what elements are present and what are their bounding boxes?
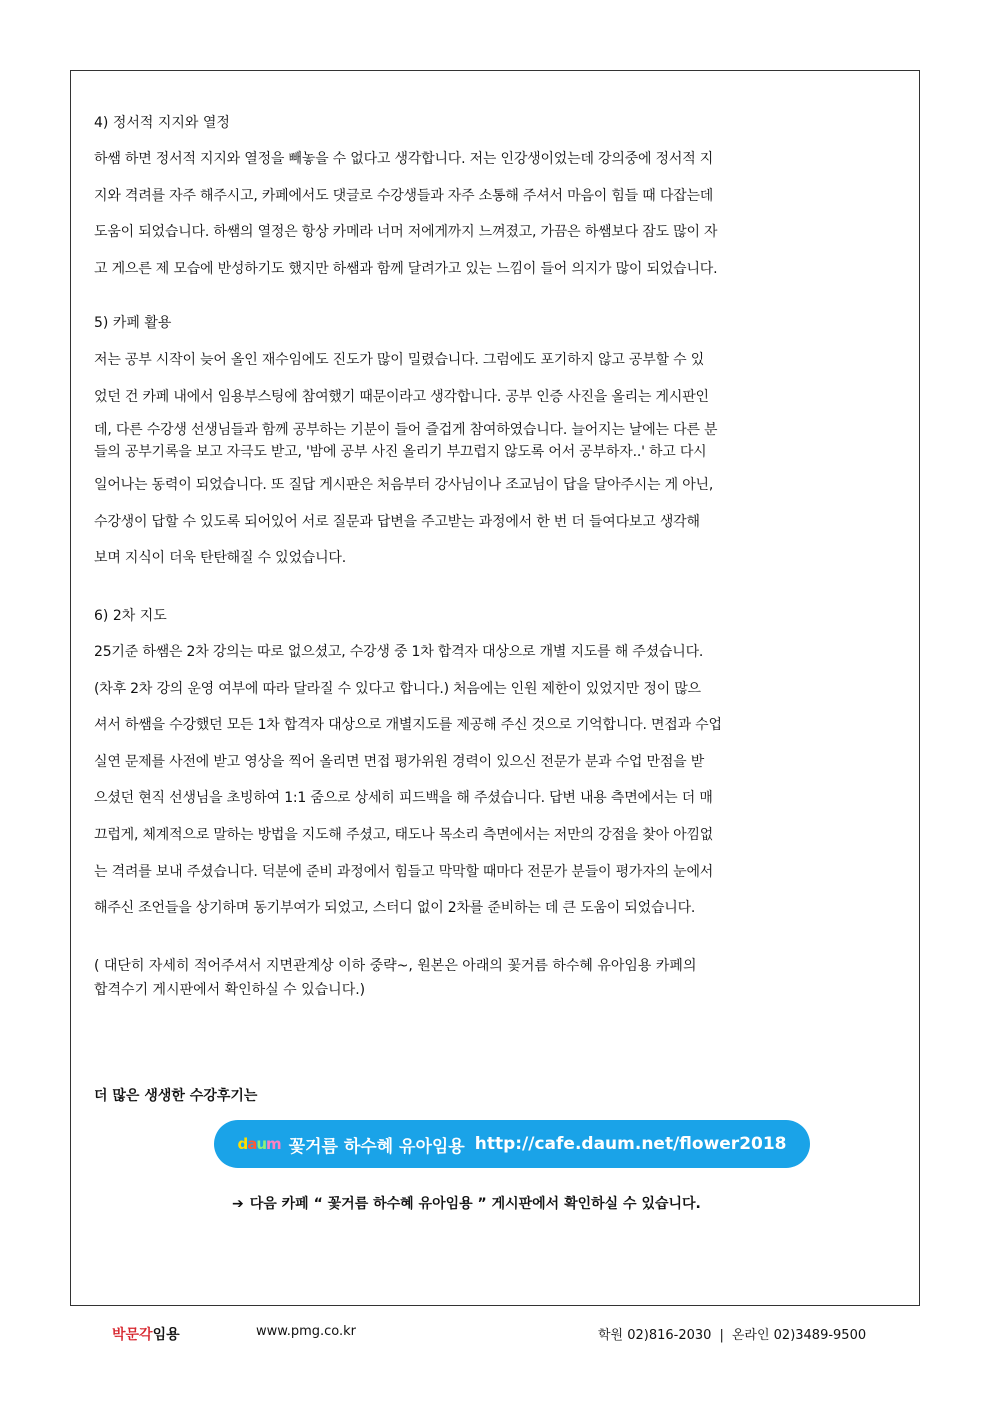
body-line: 25기준 하쌤은 2차 강의는 따로 없으셨고, 수강생 중 1차 합격자 대상으로 개별 지도를 해 주셨습니다.: [94, 644, 704, 660]
banner-url[interactable]: http://cafe.daum.net/flower2018: [474, 1134, 787, 1154]
body-line: 보며 지식이 더욱 탄탄해질 수 있었습니다.: [94, 550, 347, 567]
cafe-instruction: [232, 1193, 701, 1213]
footer-logo: [112, 1324, 180, 1344]
section-body: [94, 634, 854, 927]
section-cafe-usage: [94, 313, 854, 577]
body-line: 수강생이 답할 수 있도록 되어있어 서로 질문과 답변을 주고받는 과정에서 한 번 더 들여다보고 생각해: [94, 513, 700, 530]
body-line: 었던 건 카페 내에서 임용부스팅에 참여했기 때문이라고 생각합니다. 공부 인증 사진을 올리는 게시판인: [94, 388, 709, 405]
body-line: 고 게으른 제 모습에 반성하기도 했지만 하쌤과 함께 달려가고 있는 느낌이 들어 의지가 많이 되었습니다.: [94, 260, 718, 277]
note-line: 합격수기 게시판에서 확인하실 수 있습니다.): [94, 982, 366, 998]
section-emotional-support: [94, 113, 854, 287]
logo-brand: 박문각: [112, 1327, 153, 1343]
arrow-right-icon: ➔: [232, 1196, 244, 1212]
body-line: 으셨던 현직 선생님을 초빙하여 1:1 줌으로 상세히 피드백을 해 주셨습니다. 답변 내용 측면에서는 더 매: [94, 790, 713, 807]
section-second-round: [94, 606, 854, 927]
body-line: 도움이 되었습니다. 하쌤의 열정은 항상 카메라 너머 저에게까지 느껴졌고, 가끔은 하쌤보다 잠도 많이 자: [94, 224, 718, 241]
banner-cafe-name: 꽃거름 하수혜 유아임용: [288, 1136, 465, 1157]
body-line: 는 격려를 보내 주셨습니다. 덕분에 준비 과정에서 힘들고 막막할 때마다 전문가 분들이 평가자의 눈에서: [94, 863, 714, 880]
body-line: 해주신 조언들을 상기하며 동기부여가 되었고, 스터디 없이 2차를 준비하는 데 큰 도움이 되었습니다.: [94, 900, 696, 917]
academy-phone: 학원 02)816-2030: [598, 1328, 712, 1343]
abridged-note: [94, 954, 854, 1002]
footer-contact: [598, 1324, 866, 1343]
body-line: 들의 공부기록을 보고 자극도 받고, '밤에 공부 사진 올리기 부끄럽지 않도록 어서 공부하자..' 하고 다시: [94, 444, 707, 461]
section-heading: 5) 카페 활용: [94, 315, 172, 331]
more-reviews-label: 더 많은 생생한 수강후기는: [94, 1088, 258, 1104]
body-line: (차후 2차 강의 운영 여부에 따라 달라질 수 있다고 합니다.) 처음에는 인원 제한이 있었지만 정이 많으: [94, 680, 701, 697]
separator: |: [719, 1328, 724, 1343]
note-line: ( 대단히 자세히 적어주셔서 지면관계상 이하 중략~, 원본은 아래의 꽃거름 하수혜 유아임용 카페의: [94, 958, 697, 974]
section-heading: 4) 정서적 지지와 열정: [94, 115, 230, 131]
body-line: 실연 문제를 사전에 받고 영상을 찍어 올리면 면접 평가위원 경력이 있으신 전문가 분과 수업 만점을 받: [94, 753, 705, 770]
section-body: [94, 141, 854, 287]
body-line: 저는 공부 시작이 늦어 올인 재수임에도 진도가 많이 밀렸습니다. 그럼에도 포기하지 않고 공부할 수 있: [94, 352, 705, 368]
instruction-text: 다음 카페 “ 꽃거름 하수혜 유아임용 ” 게시판에서 확인하실 수 있습니다.: [249, 1196, 701, 1212]
body-line: 지와 격려를 자주 해주시고, 카페에서도 댓글로 수강생들과 자주 소통해 주셔서 마음이 힘들 때 다잡는데: [94, 187, 714, 204]
section-heading: 6) 2차 지도: [94, 608, 167, 624]
logo-suffix: 임용: [152, 1327, 180, 1343]
body-line: 끄럽게, 체계적으로 말하는 방법을 지도해 주셨고, 태도나 목소리 측면에서는 저만의 강점을 찾아 아낌없: [94, 826, 714, 843]
footer-url[interactable]: www.pmg.co.kr: [256, 1324, 357, 1339]
body-line: 데, 다른 수강생 선생님들과 함께 공부하는 기분이 들어 즐겁게 참여하였습니다. 늘어지는 날에는 다른 분: [94, 422, 718, 439]
section-body: [94, 342, 854, 577]
body-line: 일어나는 동력이 되었습니다. 또 질답 게시판은 처음부터 강사님이나 조교님이 답을 달아주시는 게 아닌,: [94, 477, 714, 494]
cafe-link-banner[interactable]: [214, 1120, 810, 1168]
online-phone: 온라인 02)3489-9500: [731, 1328, 867, 1343]
daum-logo-icon: daum: [237, 1135, 281, 1153]
body-line: 셔서 하쌤을 수강했던 모든 1차 합격자 대상으로 개별지도를 제공해 주신 것으로 기억합니다. 면접과 수업: [94, 717, 722, 734]
body-line: 하쌤 하면 정서적 지지와 열정을 빼놓을 수 없다고 생각합니다. 저는 인강생이었는데 강의중에 정서적 지: [94, 151, 714, 167]
